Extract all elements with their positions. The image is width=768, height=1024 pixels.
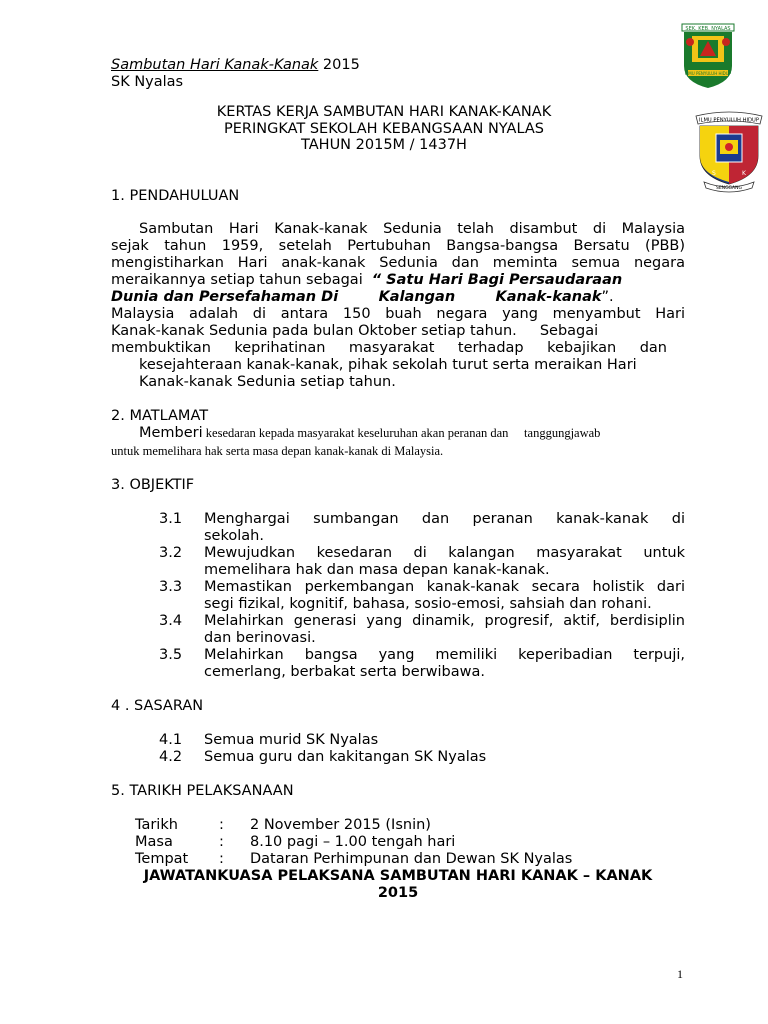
s1-line-8: kesejahteraan kanak-kanak, pihak sekolah turut serta meraikan Hari [139,357,637,373]
crest-banner-text: SEK. KEB. NYALAS [685,26,731,32]
s1-quote-end: ”. [601,289,614,305]
doc-title-line3: TAHUN 2015M / 1437H [301,137,467,153]
s1-quote-line [111,289,614,306]
school-crest-logo [678,22,738,92]
obj-num-2: 3.2 [159,545,183,561]
s1-line-3: mengistiharkan Hari anak-kanak Sedunia dan meminta semua negara [111,255,685,271]
target-text-2: Semua guru dan kakitangan SK Nyalas [204,749,487,765]
obj-text-4a: Melahirkan generasi yang dinamik, progresif, aktif, berdisiplin [204,613,685,629]
crest-motto-text: ILMU PENYULUH HIDUP [684,71,732,76]
s1-quote-start: “ Satu Hari Bagi Persaudaraan [366,272,623,288]
target-num-2: 4.2 [159,749,183,765]
s1-line-4 [111,272,622,289]
section4-heading: 4 . SASARAN [111,698,204,714]
section5-heading: 5. TARIKH PELAKSANAAN [111,783,294,799]
obj-num-1: 3.1 [159,511,183,527]
obj-text-5a: Melahirkan bangsa yang memiliki keperibadian terpuji, [204,647,685,663]
target-num-1: 4.1 [159,732,183,748]
committee-title-line2: 2015 [377,885,419,901]
obj-num-3: 3.3 [159,579,183,595]
crest2-ribbon-text: SENGGANG [716,186,742,191]
obj-text-4b: dan berinovasi. [204,630,316,646]
s1-line-7: membuktikan keprihatinan masyarakat terhadap kebajikan dan [111,340,667,356]
page-number: 1 [677,967,683,981]
doc-title-line1: KERTAS KERJA SAMBUTAN HARI KANAK-KANAK [216,104,552,120]
obj-text-5b: cemerlang, berbakat serta berwibawa. [204,664,485,680]
schedule-value-date: 2 November 2015 (Isnin) [250,817,431,833]
s1-line-5: Malaysia adalah di antara 150 buah negara yang menyambut Hari [111,306,685,322]
schedule-value-venue: Dataran Perhimpunan dan Dewan SK Nyalas [250,851,573,867]
schedule-label-date: Tarikh [135,817,178,833]
schedule-label-venue: Tempat [135,851,189,867]
s1-line-2: sejak tahun 1959, setelah Pertubuhan Bangsa-bangsa Bersatu (PBB) [111,238,685,254]
doc-title-line2: PERINGKAT SEKOLAH KEBANGSAAN NYALAS [223,121,544,137]
s2-lead: Memberi [139,425,203,441]
obj-text-1b: sekolah. [204,528,264,544]
schedule-sep-time: : [219,834,224,850]
s1-line-1: Sambutan Hari Kanak-kanak Sedunia telah disambut di Malaysia [139,221,685,237]
section1-heading: 1. PENDAHULUAN [111,188,240,204]
s1-quote-text: Dunia dan Persefahaman Di Kalangan Kanak-kanak [111,289,602,305]
s1-line-9: Kanak-kanak Sedunia setiap tahun. [139,374,396,390]
section2-heading: 2. MATLAMAT [111,408,209,424]
header-school: SK Nyalas [111,74,184,90]
header-title: Sambutan Hari Kanak-Kanak [111,57,319,73]
crest2-letter-k: K [742,170,746,177]
obj-text-2b: memelihara hak dan masa depan kanak-kanak. [204,562,550,578]
running-header [111,57,360,74]
obj-num-4: 3.4 [159,613,183,629]
schedule-sep-date: : [219,817,224,833]
schedule-label-time: Masa [135,834,173,850]
obj-text-3a: Memastikan perkembangan kanak-kanak secara holistik dari [204,579,685,595]
s2-line-1-rest: kesedaran kepada masyarakat keseluruhan akan peranan dan tanggungjawab [202,426,601,440]
obj-text-3b: segi fizikal, kognitif, bahasa, sosio-emosi, sahsiah dan rohani. [204,596,652,612]
s1-line-4-text: meraikannya setiap tahun sebagai [111,272,363,288]
obj-text-1a: Menghargai sumbangan dan peranan kanak-kanak di [204,511,685,527]
obj-text-2a: Mewujudkan kesedaran di kalangan masyarakat untuk [204,545,685,561]
crest2-banner-text: ILMU PENYULUH HIDUP [699,117,759,124]
target-text-1: Semua murid SK Nyalas [204,732,379,748]
header-year: 2015 [318,57,360,73]
s1-line-6: Kanak-kanak Sedunia pada bulan Oktober setiap tahun. Sebagai [111,323,599,339]
obj-num-5: 3.5 [159,647,183,663]
schedule-value-time: 8.10 pagi – 1.00 tengah hari [250,834,456,850]
schedule-sep-venue: : [219,851,224,867]
s2-line-2: untuk memelihara hak serta masa depan kanak-kanak di Malaysia. [111,444,444,458]
crest2-letter-s: S [712,170,716,177]
s2-line-1 [139,425,600,442]
section3-heading: 3. OBJEKTIF [111,477,195,493]
committee-title-line1: JAWATANKUASA PELAKSANA SAMBUTAN HARI KANAK – KANAK [143,868,653,884]
